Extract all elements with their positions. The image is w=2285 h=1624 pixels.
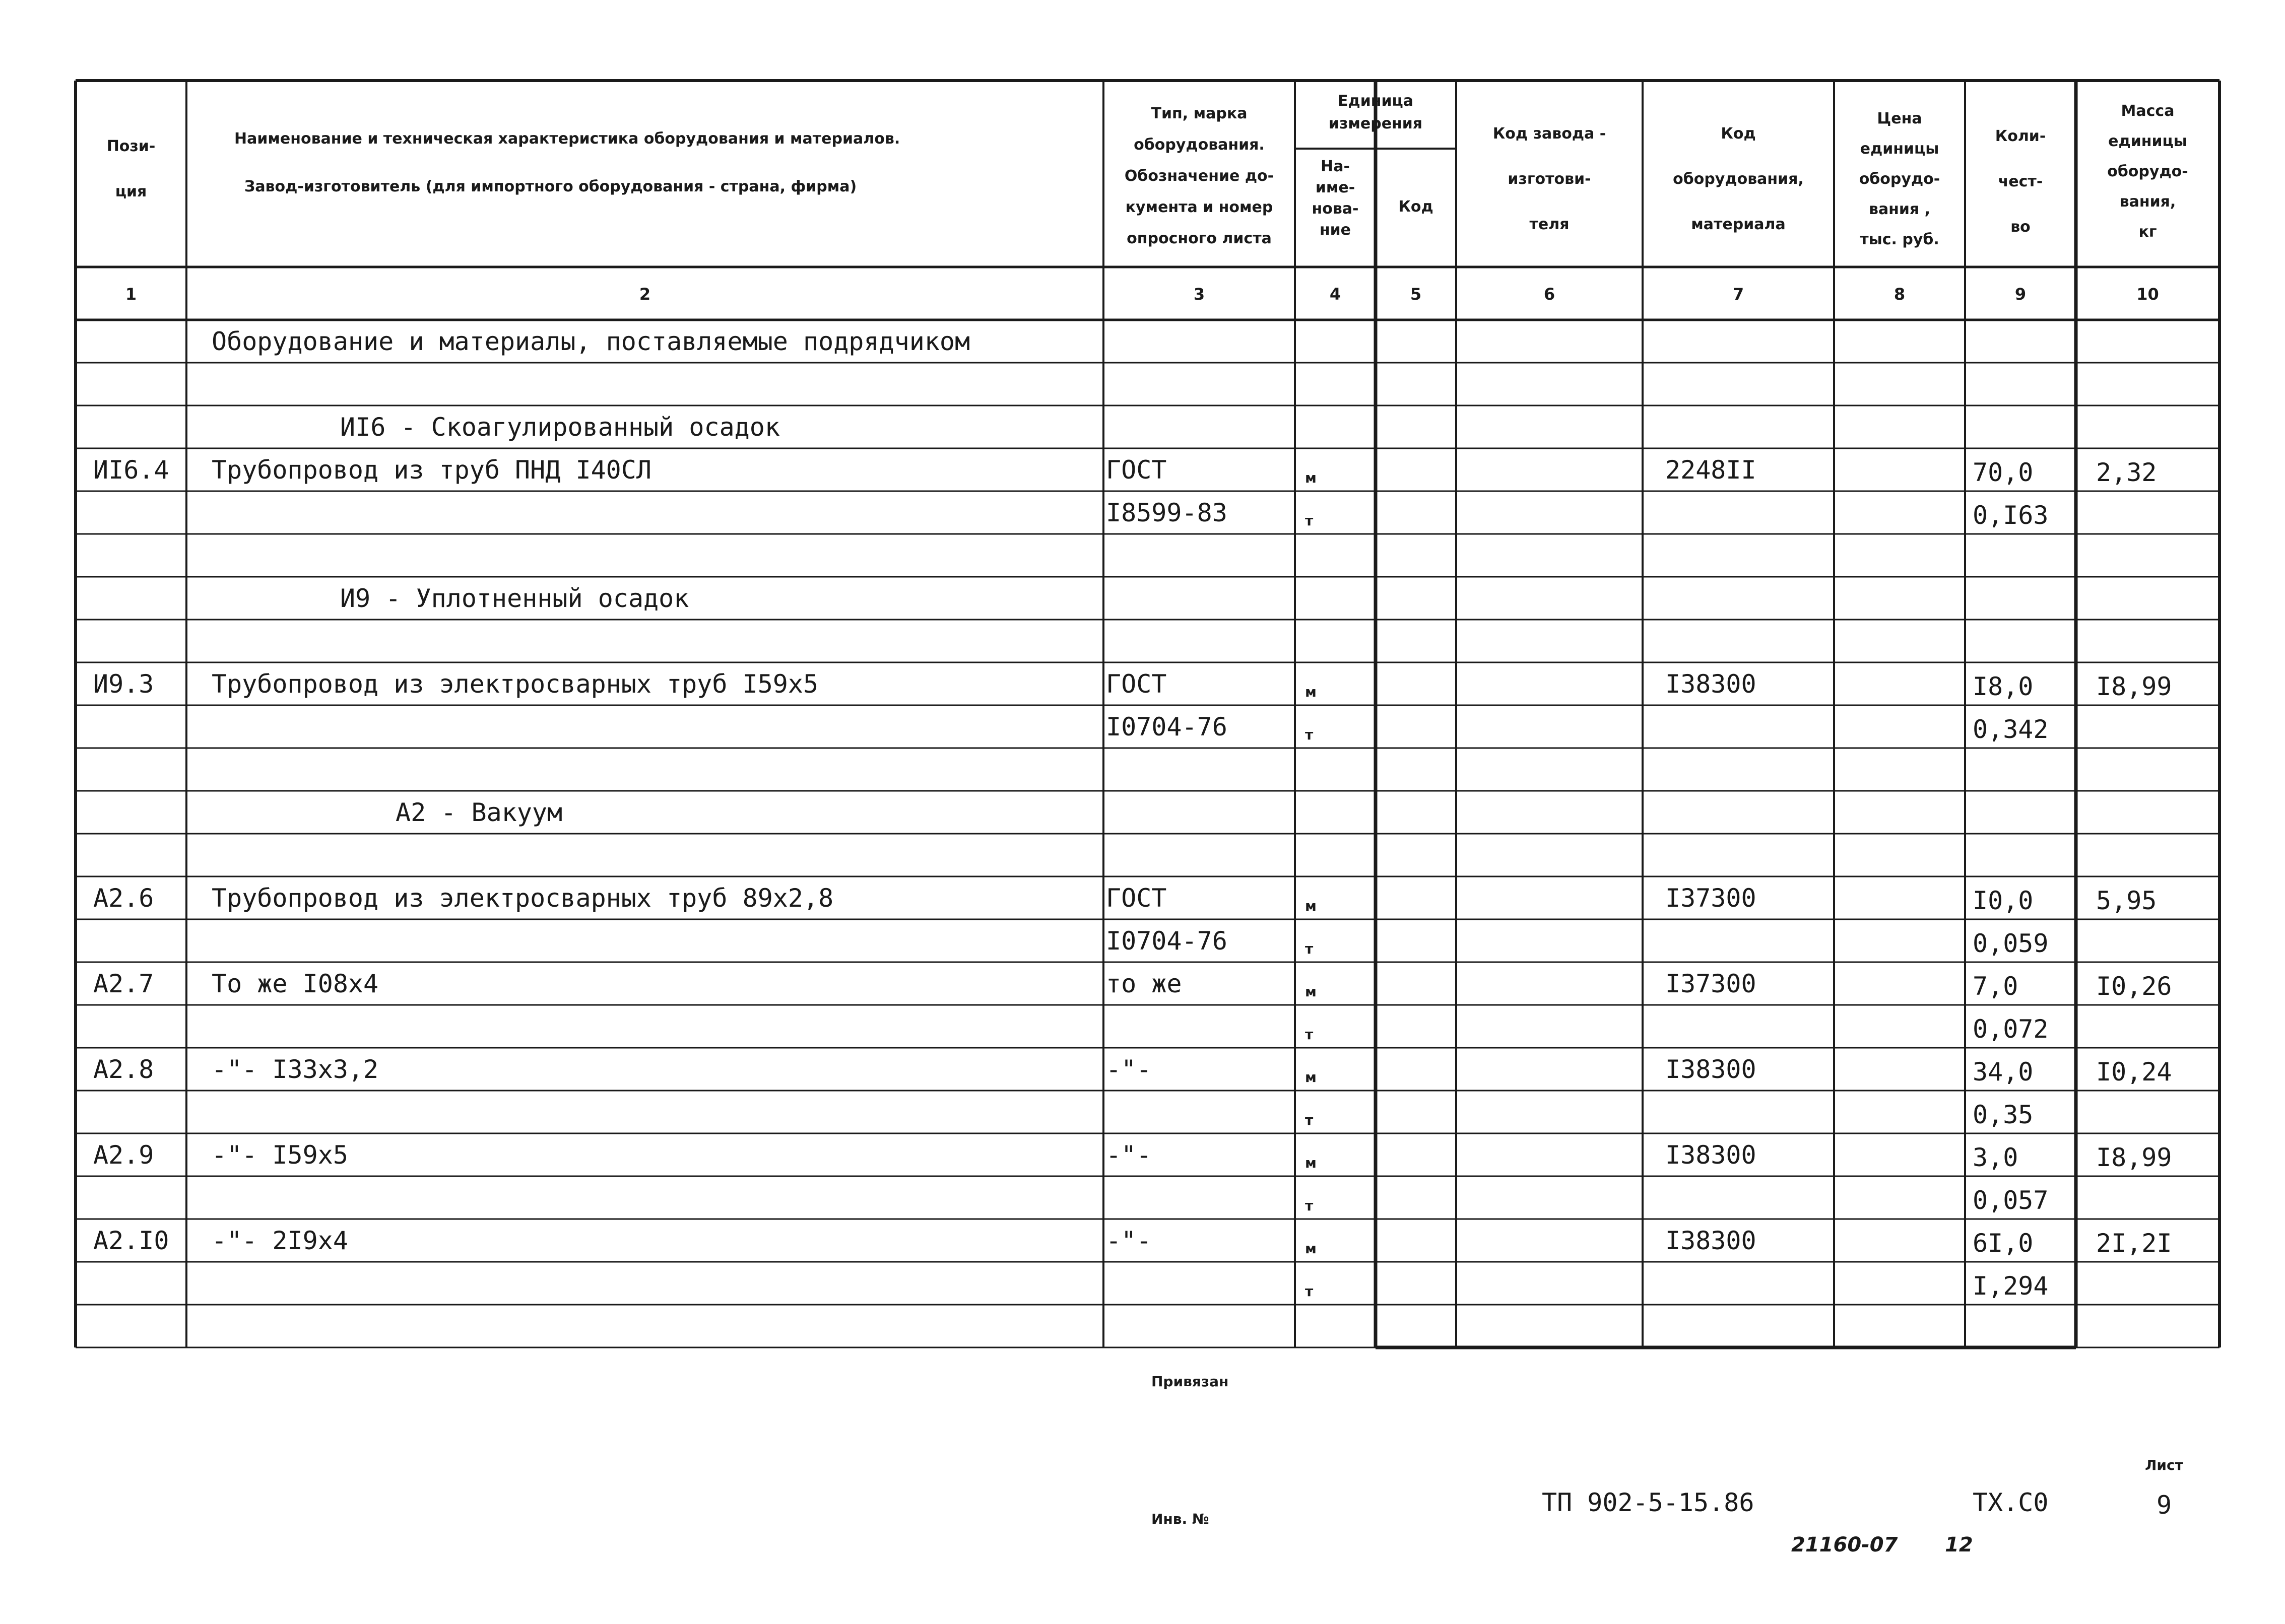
table-row — [1106, 712, 2049, 744]
stamp-inventory-number: Инв. № — [1151, 1511, 1209, 1527]
table-row — [93, 1140, 2172, 1175]
row-position: И9.3 — [93, 669, 154, 699]
row-name: Оборудование и материалы, поставляемые подрядчиком — [212, 327, 970, 356]
row-mass: I8,99 — [2096, 1143, 2172, 1172]
header-type: Обозначение до- — [1124, 167, 1274, 185]
row-equipment-code: I38300 — [1665, 1140, 1756, 1170]
row-type: ГОСТ — [1106, 455, 1167, 485]
row-unit: т — [1305, 726, 1314, 743]
row-unit: т — [1305, 1283, 1314, 1300]
header-quantity: чест- — [1998, 173, 2043, 190]
row-mass: I0,26 — [2096, 972, 2172, 1001]
header-name: Наименование и техническая характеристика оборудования и материалов. — [234, 130, 900, 148]
row-type: ГОСТ — [1106, 884, 1167, 913]
table-row — [212, 327, 970, 356]
table-row — [1106, 926, 2049, 958]
table-row — [93, 1055, 2172, 1089]
row-name: -"- I33x3,2 — [212, 1055, 379, 1084]
row-equipment-code: I38300 — [1665, 1226, 1756, 1255]
stamp-privyazan: Привязан — [1151, 1373, 1229, 1390]
row-type: I0704-76 — [1106, 712, 1227, 741]
header-unit-code: Код — [1398, 198, 1433, 216]
table-row — [1305, 1014, 2049, 1044]
header-factory-code: Код завода - — [1492, 125, 1606, 143]
row-mass: 2,32 — [2096, 458, 2157, 487]
section-code: ТХ.С0 — [1973, 1488, 2049, 1517]
header-price: тыс. руб. — [1860, 231, 1939, 248]
row-quantity: 0,059 — [1973, 929, 2049, 958]
row-quantity: 7,0 — [1973, 972, 2018, 1001]
table-row — [93, 455, 2167, 490]
row-quantity: 3,0 — [1973, 1143, 2018, 1172]
row-quantity: 0,I63 — [1973, 501, 2049, 530]
row-type: I8599-83 — [1106, 498, 1227, 527]
table-row — [93, 1226, 2172, 1260]
column-number: 10 — [2136, 285, 2159, 304]
header-mass: кг — [2138, 223, 2157, 241]
table-row — [1305, 1271, 2049, 1301]
row-mass: 5,95 — [2096, 886, 2157, 915]
column-number: 1 — [125, 285, 137, 304]
row-equipment-code: I37300 — [1665, 884, 1756, 913]
table-row — [93, 669, 2172, 704]
row-name: -"- 2I9x4 — [212, 1226, 348, 1255]
header-position: ция — [115, 183, 147, 200]
row-type: -"- — [1106, 1055, 1152, 1084]
table-row — [1106, 498, 2049, 530]
row-type: то же — [1106, 969, 1182, 998]
row-mass: I0,24 — [2096, 1057, 2172, 1087]
row-unit: м — [1305, 1240, 1317, 1257]
row-name: -"- I59x5 — [212, 1140, 348, 1170]
row-quantity: 34,0 — [1973, 1057, 2034, 1087]
row-quantity: I8,0 — [1973, 672, 2034, 701]
row-quantity: 0,072 — [1973, 1014, 2049, 1044]
row-unit: т — [1305, 1197, 1314, 1214]
row-unit: т — [1305, 1112, 1314, 1128]
table-row — [340, 413, 780, 442]
table-row — [1305, 1186, 2049, 1215]
header-mass: оборудо- — [2107, 163, 2188, 180]
header-equipment-code: материала — [1691, 216, 1786, 233]
row-quantity: 70,0 — [1973, 458, 2034, 487]
header-type: опросного листа — [1127, 230, 1272, 247]
row-quantity: I0,0 — [1973, 886, 2034, 915]
header-price: оборудо- — [1859, 170, 1940, 188]
row-position: А2.I0 — [93, 1226, 169, 1255]
row-position: А2.7 — [93, 969, 154, 998]
row-mass: I8,99 — [2096, 672, 2172, 701]
table-header — [107, 92, 2188, 248]
row-name: То же I08x4 — [212, 969, 379, 998]
row-name: И9 - Уплотненный осадок — [340, 584, 689, 613]
archive-number: 21160-07 — [1791, 1533, 1898, 1557]
header-equipment-code: оборудования, — [1673, 170, 1804, 188]
table-row — [93, 884, 2167, 918]
header-unit-name: На- — [1321, 158, 1350, 175]
row-name: А2 - Вакуум — [396, 798, 563, 827]
row-quantity: 0,057 — [1973, 1186, 2049, 1215]
row-name: ИI6 - Скоагулированный осадок — [340, 413, 780, 442]
sheet-number: 9 — [2156, 1491, 2172, 1520]
header-equipment-code: Код — [1721, 125, 1756, 143]
header-unit-name: ние — [1319, 221, 1351, 239]
column-number: 6 — [1543, 285, 1555, 304]
header-mass: единицы — [2108, 132, 2187, 150]
title-block — [66, 1347, 2219, 1557]
document-code: ТП 902-5-15.86 — [1542, 1488, 1754, 1517]
header-mass: вания, — [2119, 193, 2176, 211]
row-unit: м — [1305, 1069, 1317, 1086]
header-type: кумента и номер — [1125, 198, 1273, 216]
table-row — [93, 969, 2172, 1003]
row-position: ИI6.4 — [93, 455, 169, 485]
header-unit-name: име- — [1315, 179, 1355, 196]
header-factory-code: изготови- — [1508, 170, 1591, 188]
column-number: 8 — [1894, 285, 1906, 304]
header-price: вания , — [1868, 200, 1931, 218]
row-equipment-code: I38300 — [1665, 669, 1756, 699]
header-mass: Масса — [2121, 102, 2175, 120]
row-equipment-code: 2248II — [1665, 455, 1756, 485]
column-number: 3 — [1193, 285, 1205, 304]
row-type: -"- — [1106, 1226, 1152, 1255]
row-unit: т — [1305, 1026, 1314, 1043]
column-number: 2 — [639, 285, 651, 304]
row-type: -"- — [1106, 1140, 1152, 1170]
row-unit: м — [1305, 898, 1317, 914]
header-unit-group: Единица — [1338, 92, 1413, 110]
header-unit-name: нова- — [1312, 200, 1359, 218]
header-unit-group: измерения — [1328, 115, 1423, 132]
table-row — [1305, 1100, 2033, 1129]
column-number: 5 — [1410, 285, 1422, 304]
table-row — [396, 798, 562, 827]
header-factory-code: теля — [1529, 216, 1570, 233]
row-mass: 2I,2I — [2096, 1229, 2172, 1258]
row-type: ГОСТ — [1106, 669, 1167, 699]
table-row — [340, 584, 689, 613]
header-type: Тип, марка — [1151, 105, 1248, 122]
header-position: Пози- — [106, 138, 156, 155]
row-unit: м — [1305, 983, 1317, 1000]
header-name: Завод-изготовитель (для импортного оборудования - страна, фирма) — [244, 178, 857, 195]
row-position: А2.6 — [93, 884, 154, 913]
row-unit: м — [1305, 469, 1317, 486]
row-unit: м — [1305, 1155, 1317, 1171]
column-number: 9 — [2014, 285, 2027, 304]
row-position: А2.8 — [93, 1055, 154, 1084]
header-price: Цена — [1877, 110, 1922, 127]
column-number: 4 — [1329, 285, 1341, 304]
table-body — [93, 327, 2172, 1301]
row-name: Трубопровод из электросварных труб I59x5 — [212, 669, 819, 699]
row-type: I0704-76 — [1106, 926, 1227, 956]
row-quantity: 6I,0 — [1973, 1229, 2034, 1258]
row-equipment-code: I38300 — [1665, 1055, 1756, 1084]
row-unit: м — [1305, 684, 1317, 700]
row-unit: т — [1305, 940, 1314, 957]
row-quantity: 0,35 — [1973, 1100, 2034, 1129]
row-position: А2.9 — [93, 1140, 154, 1170]
row-quantity: 0,342 — [1973, 715, 2049, 744]
header-price: единицы — [1860, 140, 1939, 158]
row-unit: т — [1305, 512, 1314, 529]
header-quantity: Коли- — [1995, 127, 2046, 145]
row-name: Трубопровод из электросварных труб 89x2,8 — [212, 884, 834, 913]
column-number-row — [125, 285, 2159, 304]
column-number: 7 — [1732, 285, 1744, 304]
row-name: Трубопровод из труб ПНД I40СЛ — [212, 455, 651, 485]
stamp-sheet-label: Лист — [2145, 1457, 2183, 1473]
row-equipment-code: I37300 — [1665, 969, 1756, 998]
header-type: оборудования. — [1134, 136, 1265, 154]
header-quantity: во — [2010, 218, 2031, 236]
row-quantity: I,294 — [1973, 1271, 2049, 1301]
archive-page: 12 — [1945, 1533, 1973, 1557]
